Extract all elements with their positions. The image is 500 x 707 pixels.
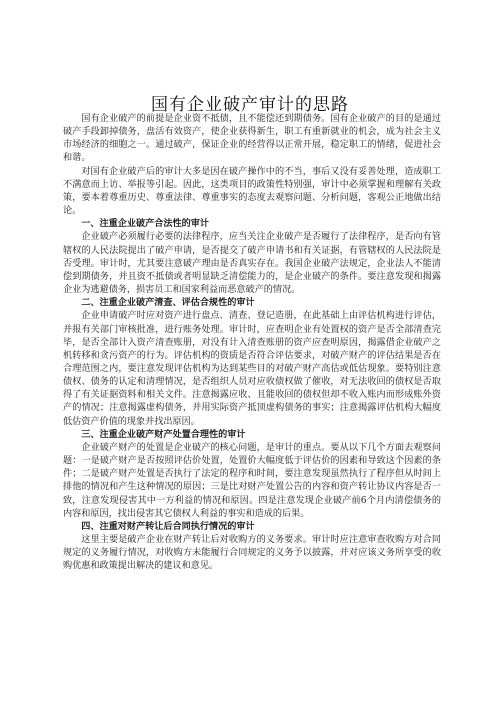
intro-paragraph: 对国有企业破产后的审计大多是因在破产操作中的不当，事后又没有妥善处理，造成职工不满意而上访、举报等引起。因此，这类项目的政策性特别强，审计中必须掌握和理解有关政策，要本着尊重历史、尊重法律、尊重事实的态度去观察问题、分析问题，客观公正地做出结论。: [63, 166, 441, 217]
section-paragraph: 企业破产财产的处置是企业破产的核心问题，是审计的重点。要从以下几个方面去观察问题：一是破产财产是否按照评估价处置，处置价大幅度低于评估价的因素和导致这个因素的条件；二是破产财产处置是否执行了法定的程序和时间，要注意发现虽然执行了程序但从时间上排他的情况和产生这种情况的原因；三是比对财产处置公告的内容和资产转让协议内容是否一致，注意发现侵害其中一方利益的情况和原因。四是注意发现企业破产前6个月内清偿债务的内容和原因，找出侵害其它债权人利益的事实和造成的后果。: [63, 442, 441, 519]
section-heading: 一、注重企业破产合法性的审计: [81, 219, 210, 230]
section-heading: 三、注重企业破产财产处置合理性的审计: [81, 429, 246, 440]
document-title: 国有企业破产审计的思路: [151, 95, 349, 115]
section-heading: 四、注重对财产转让后合同执行情况的审计: [81, 521, 255, 532]
document-body: [63, 113, 441, 573]
section-heading: 二、注重企业破产清查、评估合规性的审计: [81, 298, 255, 309]
section-paragraph: 这里主要是破产企业在财产转让后对收购方的义务要求。审计时应注意审查收购方对合同规定的义务履行情况，对收购方未能履行合同规定的义务予以披露，并对应该义务所享受的收购优惠和政策提出解决的建议和意见。: [63, 535, 441, 572]
section-paragraph: 企业破产必须履行必要的法律程序，应当关注企业破产是否履行了法律程序，是否向有管辖权的人民法院提出了破产申请，是否提交了破产申请书和有关证据，有管辖权的人民法院是否受理。审计时，尤其要注意破产理由是否真实存在。我国企业破产法规定，企业法人不能清偿到期债务，并且资不抵债或者明显缺乏清偿能力的，是企业破产的条件。要注意发现和揭露企业为逃避债务，损害员工和国家利益而恶意破产的情况。: [63, 232, 441, 296]
section-paragraph: 企业申请破产时应对资产进行盘点、清查、登记造册，在此基础上由评估机构进行评估，并报有关部门审核批准，进行账务处理。审计时，应查明企业有处置权的资产是否全部清查完毕，是否全部计入资产清查账册，对没有计入清查账册的资产应查明原因，揭露借企业破产之机转移和贪污资产的行为。评估机构的资质是否符合评估要求，对破产财产的评估结果是否在合理范围之内，要注意发现评估机构为达到某些目的对破产财产高估或低估现象。要特别注意债权、债务的认定和清理情况，是否组织人员对应收债权做了催收，对无法收回的债权是否取得了有关证据资料和相关文件。注意揭露应收、且能收回的债权但却不收入账内而形成账外资产的情况；注意揭露虚构债务，并用实际资产抵顶虚构债务的事实；注意揭露评估机构大幅度低估资产价值的现象并找出原因。: [63, 311, 441, 427]
intro-paragraph: 国有企业破产的前提是企业资不抵债，且不能偿还到期债务。国有企业破产的目的是通过破产手段卸掉债务，盘活有效资产，使企业获得新生，职工有重新就业的机会，成为社会主义市场经济的细胞之一。通过破产，保证企业的经营得以正常开展，稳定职工的情绪，促进社会和谐。: [63, 114, 441, 164]
